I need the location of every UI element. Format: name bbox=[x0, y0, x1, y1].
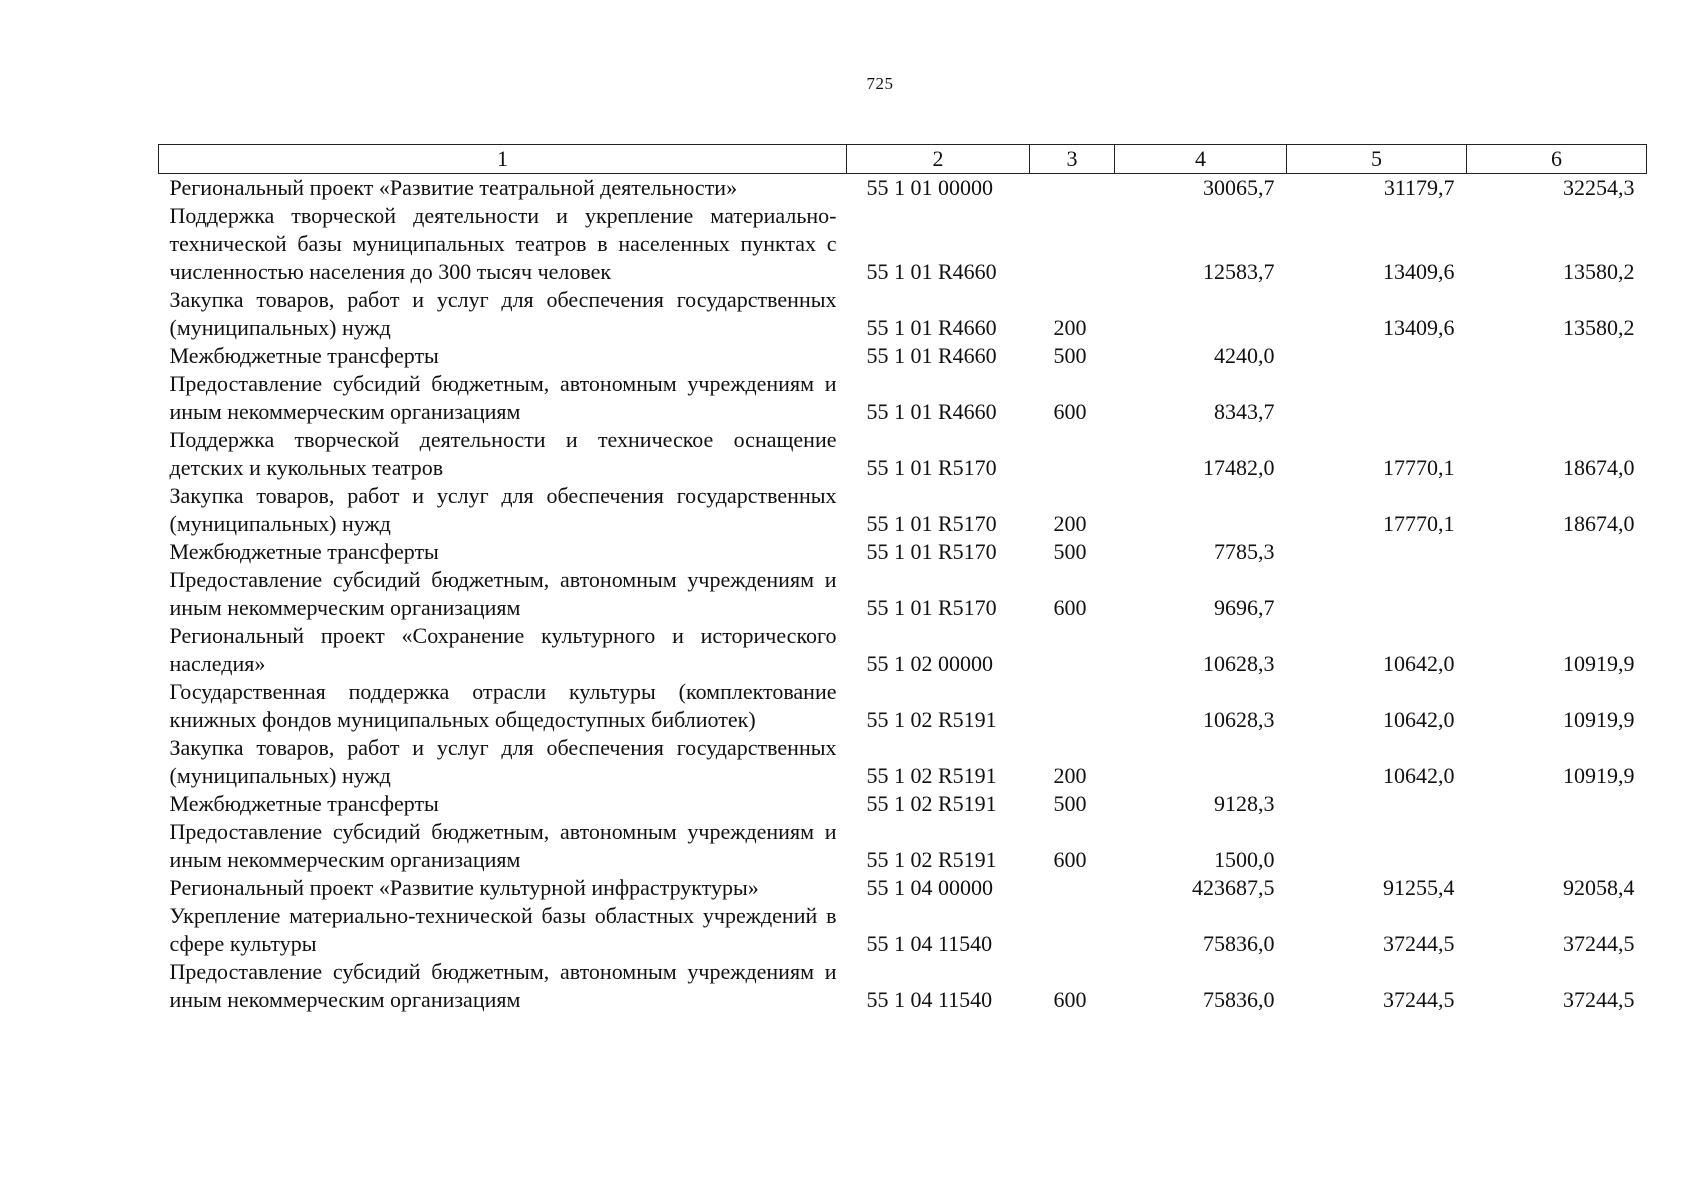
row-value-col6: 10919,9 bbox=[1563, 651, 1635, 676]
row-code: 55 1 02 R5191 bbox=[866, 763, 997, 788]
row-value-col6: 32254,3 bbox=[1563, 175, 1635, 200]
row-code: 55 1 01 R5170 bbox=[866, 511, 997, 536]
table-row bbox=[159, 734, 1647, 790]
row-code: 55 1 01 00000 bbox=[866, 175, 993, 200]
row-expense-type: 500 bbox=[1053, 343, 1087, 368]
row-value-col5: 37244,5 bbox=[1383, 931, 1455, 956]
row-value-col4: 10628,3 bbox=[1203, 707, 1275, 732]
header-cell-5: 5 bbox=[1287, 145, 1467, 174]
row-value-col6: 13580,2 bbox=[1563, 259, 1635, 284]
table-header bbox=[159, 145, 1647, 174]
row-name: Предоставление субсидий бюджетным, автономным учреждениям и иным некоммерческим организациям bbox=[169, 371, 837, 424]
row-value-col5: 10642,0 bbox=[1383, 651, 1455, 676]
table-row bbox=[159, 958, 1647, 1014]
row-value-col5 bbox=[1287, 790, 1467, 818]
row-value-col6: 37244,5 bbox=[1563, 931, 1635, 956]
row-name: Региональный проект «Развитие культурной инфраструктуры» bbox=[169, 875, 759, 900]
row-value-col6 bbox=[1467, 566, 1647, 622]
row-expense-type: 600 bbox=[1053, 595, 1087, 620]
table-row bbox=[159, 202, 1647, 286]
table-row bbox=[159, 426, 1647, 482]
row-value-col5: 13409,6 bbox=[1383, 259, 1455, 284]
row-value-col5: 17770,1 bbox=[1383, 511, 1455, 536]
row-code: 55 1 04 11540 bbox=[866, 931, 993, 956]
row-value-col4: 10628,3 bbox=[1203, 651, 1275, 676]
table-row bbox=[159, 790, 1647, 818]
row-name: Укрепление материально-технической базы областных учреждений в сфере культуры bbox=[169, 903, 837, 956]
row-value-col6: 10919,9 bbox=[1563, 763, 1635, 788]
budget-table bbox=[158, 144, 1647, 1014]
row-value-col6: 13580,2 bbox=[1563, 315, 1635, 340]
row-value-col6: 18674,0 bbox=[1563, 511, 1635, 536]
row-value-col4: 423687,5 bbox=[1192, 875, 1275, 900]
row-value-col4: 9128,3 bbox=[1214, 791, 1275, 816]
row-code: 55 1 01 R5170 bbox=[866, 539, 997, 564]
table-row bbox=[159, 370, 1647, 426]
row-value-col4: 75836,0 bbox=[1203, 931, 1275, 956]
row-value-col4 bbox=[1115, 482, 1287, 538]
row-name: Региональный проект «Сохранение культурного и исторического наследия» bbox=[169, 623, 837, 676]
row-value-col4: 9696,7 bbox=[1214, 595, 1275, 620]
row-name: Межбюджетные трансферты bbox=[169, 343, 439, 368]
row-name: Межбюджетные трансферты bbox=[169, 791, 439, 816]
row-name: Закупка товаров, работ и услуг для обеспечения государственных (муниципальных) нужд bbox=[169, 287, 837, 340]
row-value-col5: 31179,7 bbox=[1383, 175, 1455, 200]
table-row bbox=[159, 622, 1647, 678]
row-code: 55 1 01 R4660 bbox=[866, 343, 997, 368]
header-cell-3: 3 bbox=[1030, 145, 1115, 174]
row-expense-type bbox=[1030, 202, 1115, 286]
row-value-col5 bbox=[1287, 370, 1467, 426]
row-value-col5: 17770,1 bbox=[1383, 455, 1455, 480]
row-code: 55 1 02 R5191 bbox=[866, 707, 997, 732]
row-value-col6 bbox=[1467, 370, 1647, 426]
row-value-col5 bbox=[1287, 566, 1467, 622]
row-value-col4: 30065,7 bbox=[1203, 175, 1275, 200]
table-row bbox=[159, 874, 1647, 902]
row-value-col4 bbox=[1115, 286, 1287, 342]
row-value-col5 bbox=[1287, 818, 1467, 874]
row-expense-type bbox=[1030, 874, 1115, 902]
table-row bbox=[159, 678, 1647, 734]
row-value-col5: 10642,0 bbox=[1383, 707, 1455, 732]
row-value-col4 bbox=[1115, 734, 1287, 790]
row-name: Межбюджетные трансферты bbox=[169, 539, 439, 564]
row-value-col6: 18674,0 bbox=[1563, 455, 1635, 480]
row-value-col6: 10919,9 bbox=[1563, 707, 1635, 732]
row-expense-type bbox=[1030, 678, 1115, 734]
row-name: Поддержка творческой деятельности и укрепление материально-технической базы муниципальных театров в населенных пунктах с численностью населения до 300 тысяч человек bbox=[169, 203, 837, 284]
table-row bbox=[159, 538, 1647, 566]
row-code: 55 1 01 R4660 bbox=[866, 259, 997, 284]
row-name: Закупка товаров, работ и услуг для обеспечения государственных (муниципальных) нужд bbox=[169, 735, 837, 788]
row-value-col4: 17482,0 bbox=[1203, 455, 1275, 480]
row-name: Предоставление субсидий бюджетным, автономным учреждениям и иным некоммерческим организациям bbox=[169, 959, 837, 1012]
header-cell-1: 1 bbox=[159, 145, 847, 174]
table-row bbox=[159, 902, 1647, 958]
row-value-col6 bbox=[1467, 790, 1647, 818]
row-expense-type: 600 bbox=[1053, 987, 1087, 1012]
row-code: 55 1 01 R5170 bbox=[866, 455, 997, 480]
row-value-col6 bbox=[1467, 342, 1647, 370]
row-value-col5: 91255,4 bbox=[1383, 875, 1455, 900]
row-code: 55 1 01 R4660 bbox=[866, 315, 997, 340]
row-code: 55 1 02 R5191 bbox=[866, 847, 997, 872]
row-value-col4: 4240,0 bbox=[1214, 343, 1275, 368]
row-value-col5: 37244,5 bbox=[1383, 987, 1455, 1012]
table-row bbox=[159, 174, 1647, 203]
row-value-col6: 37244,5 bbox=[1563, 987, 1635, 1012]
table-row bbox=[159, 818, 1647, 874]
row-expense-type: 200 bbox=[1053, 511, 1087, 536]
row-name: Государственная поддержка отрасли культуры (комплектование книжных фондов муниципальных общедоступных библиотек) bbox=[169, 679, 837, 732]
row-expense-type: 200 bbox=[1053, 763, 1087, 788]
row-value-col6: 92058,4 bbox=[1563, 875, 1635, 900]
row-name: Предоставление субсидий бюджетным, автономным учреждениям и иным некоммерческим организациям bbox=[169, 819, 837, 872]
row-code: 55 1 04 11540 bbox=[866, 987, 993, 1012]
row-expense-type: 600 bbox=[1053, 847, 1087, 872]
row-value-col5 bbox=[1287, 342, 1467, 370]
row-value-col4: 7785,3 bbox=[1214, 539, 1275, 564]
row-expense-type: 500 bbox=[1053, 539, 1087, 564]
header-cell-2: 2 bbox=[847, 145, 1030, 174]
row-expense-type bbox=[1030, 174, 1115, 203]
row-expense-type: 200 bbox=[1053, 315, 1087, 340]
row-value-col5: 10642,0 bbox=[1383, 763, 1455, 788]
row-expense-type: 600 bbox=[1053, 399, 1087, 424]
row-value-col5 bbox=[1287, 538, 1467, 566]
row-code: 55 1 02 00000 bbox=[866, 651, 993, 676]
row-value-col4: 8343,7 bbox=[1214, 399, 1275, 424]
row-name: Закупка товаров, работ и услуг для обеспечения государственных (муниципальных) нужд bbox=[169, 483, 837, 536]
row-expense-type: 500 bbox=[1053, 791, 1087, 816]
row-value-col6 bbox=[1467, 538, 1647, 566]
table-body bbox=[159, 174, 1647, 1015]
table-row bbox=[159, 342, 1647, 370]
table-row bbox=[159, 566, 1647, 622]
row-value-col4: 75836,0 bbox=[1203, 987, 1275, 1012]
row-name: Региональный проект «Развитие театральной деятельности» bbox=[169, 175, 738, 200]
page-number: 725 bbox=[866, 74, 894, 93]
row-value-col5: 13409,6 bbox=[1383, 315, 1455, 340]
row-value-col4: 1500,0 bbox=[1214, 847, 1275, 872]
row-expense-type bbox=[1030, 426, 1115, 482]
row-code: 55 1 01 R4660 bbox=[866, 399, 997, 424]
header-cell-4: 4 bbox=[1115, 145, 1287, 174]
header-cell-6: 6 bbox=[1467, 145, 1647, 174]
row-value-col6 bbox=[1467, 818, 1647, 874]
header-row bbox=[159, 145, 1647, 174]
row-code: 55 1 01 R5170 bbox=[866, 595, 997, 620]
row-value-col4: 12583,7 bbox=[1203, 259, 1275, 284]
row-code: 55 1 04 00000 bbox=[866, 875, 993, 900]
row-code: 55 1 02 R5191 bbox=[866, 791, 997, 816]
row-expense-type bbox=[1030, 902, 1115, 958]
table-row bbox=[159, 286, 1647, 342]
row-name: Предоставление субсидий бюджетным, автономным учреждениям и иным некоммерческим организациям bbox=[169, 567, 837, 620]
row-expense-type bbox=[1030, 622, 1115, 678]
table-row bbox=[159, 482, 1647, 538]
row-name: Поддержка творческой деятельности и техническое оснащение детских и кукольных театров bbox=[169, 427, 837, 480]
